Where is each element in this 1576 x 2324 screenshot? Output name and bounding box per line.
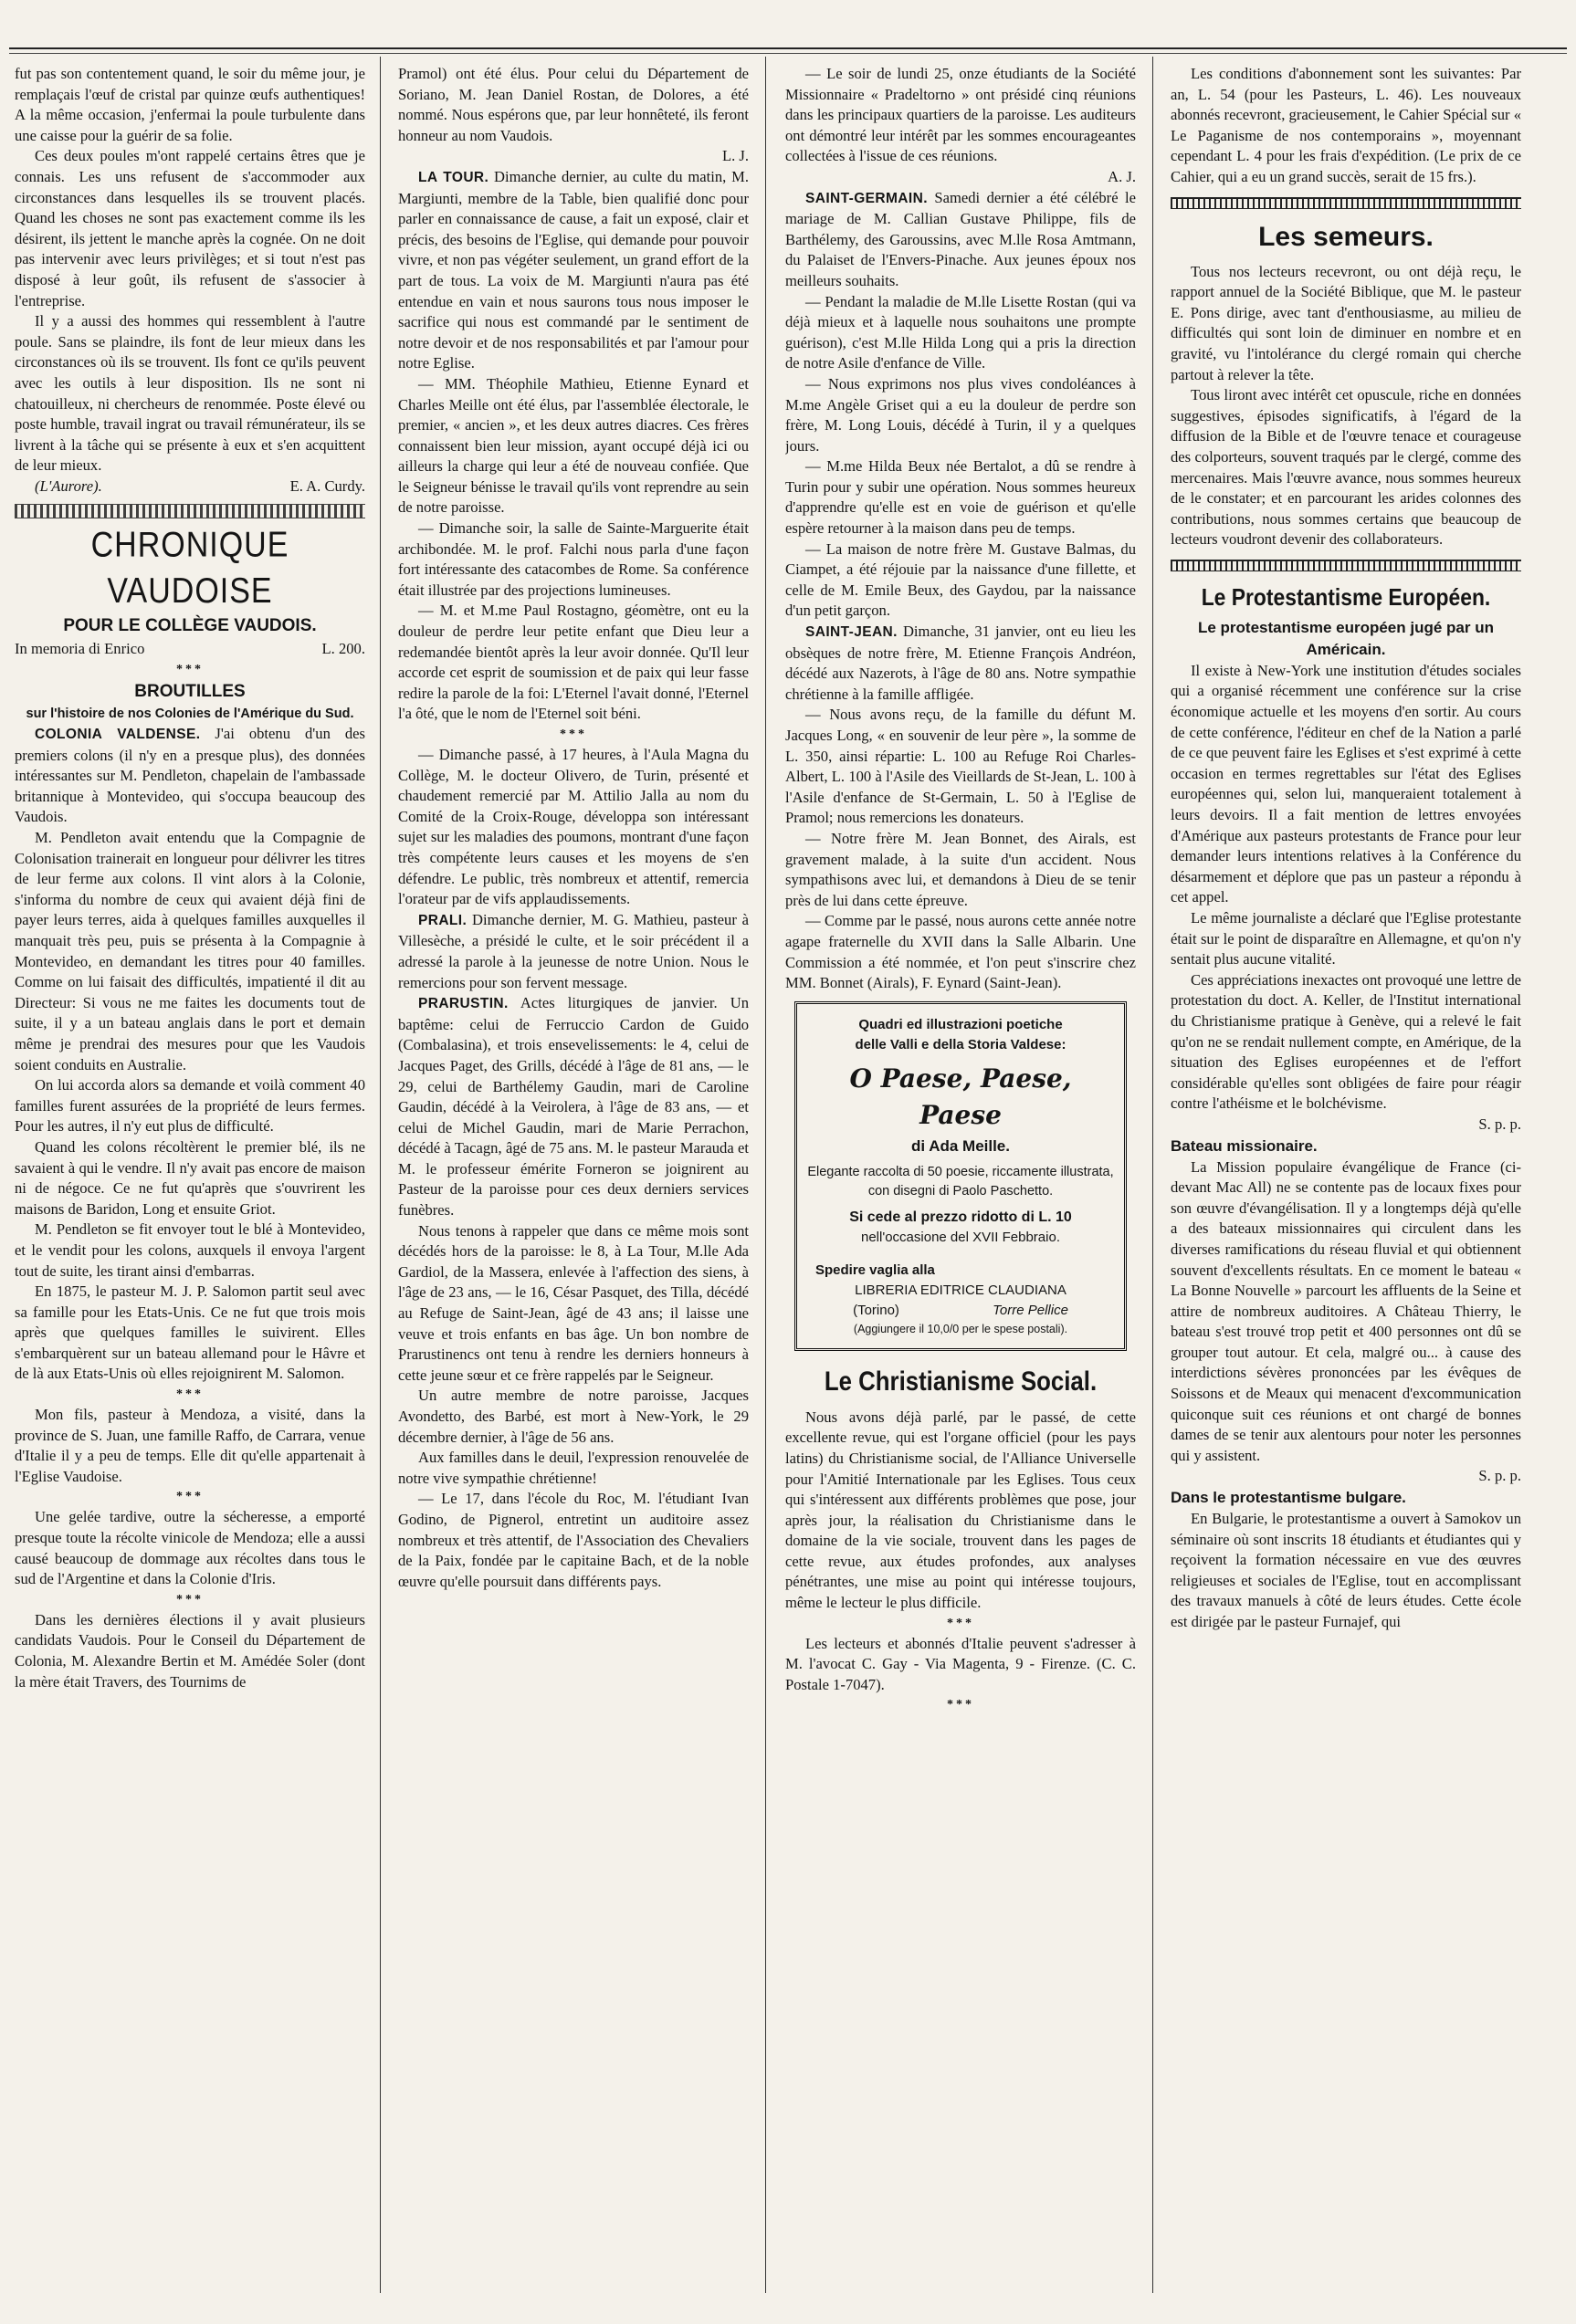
ad-line: Quadri ed illustrazioni poetiche [858,1016,1063,1032]
paragraph: — M.me Hilda Beux née Bertalot, a dû se rendre à Turin pour y subir une opération. Nous sommes heureux d'apprendre qu'elle est en voie de guérison et qu'elle espère retourner à la maison dans peu de temps. [785,457,1136,538]
paragraph-text: Dimanche dernier, M. G. Mathieu, pasteur à Villesèche, a présidé le culte, et le soir précédent il a adressé la parole à la jeunesse de notre Union. Nous le remercions pour son fervent message. [398,910,749,991]
subheading-college: POUR LE COLLÈGE VAUDOIS. [63,616,317,636]
subheading: Le protestantisme européen jugé par un Américain. [1197,618,1494,658]
ad-city: (Torino) [853,1302,899,1318]
paragraph: M. Pendleton avait entendu que la Compagnie de Colonisation trainerait en longueur pour délivrer les titres de leur ferme aux colons. Il vint alors à la Colonie, s'informa du nombre de ceux qui avaient déjà fini de payer leurs terres, aida à quelques familles auxquelles il manquait très peu, puis se présenta à la Compagnie à Montevideo, en demandant les titres pour 40 familles. Comme on lui faisait des difficultés, impatienté il dit au Directeur: Si vous ne me faites les documents tout de suite, il y a un bateau anglais dans le port et demain même je prendrai des mesures pour que les Vaudois soient conduits en Australie. [15,829,365,1073]
paragraph: Pramol) ont été élus. Pour celui du Département de Soriano, M. Jean Daniel Rostan, de Dolores, a été nommé. Nous espérons que, par leur honnêteté, ils feront honneur au nom Vaudois. [398,65,749,144]
paragraph: — Dimanche soir, la salle de Sainte-Marguerite était archibondée. M. le prof. Falchi nous parla d'une façon fort intéressante des catacombes de Rome. Sa conférence était illustrée par des projections lumineuses. [398,519,749,599]
paragraph: — Dimanche passé, à 17 heures, à l'Aula Magna du Collège, M. le docteur Olivero, de Turin, présenté et chaudement remercié par M. Attilio Jalla au nom du Comité de la Croix-Rouge, développa son intéressant sujet sur les maladies des poumons, montrant d'une façon très compétente leurs causes et les moyens de s'en défendre. Le public, très nombreux et attentif, remercia l'orateur par de vifs applaudissements. [398,746,749,908]
paragraph: — Nous avons reçu, de la famille du défunt M. Jacques Long, « en souvenir de leur père », la somme de L. 350, ainsi répartie: L. 100 au Refuge Roi Charles-Albert, L. 100 à l'Asile des Vieillards de St-Jean, L. 100 à l'Asile d'enfance de St-Germain, L. 50 à l'Eglise de Pramol; nous remercions les donateurs. [785,706,1136,827]
paragraph-text: Dimanche dernier, au culte du matin, M. Margiunti, membre de la Table, bien qualifié donc pour parler en connaissance de cause, a fait un exposé, clair et précis, des besoins de l'Eglise, qui demande pour pouvoir vivre, et non pas végéter seulement, un grand effort de la part de tous. La voix de M. Margiunti n'aura pas été entendue en vain et nous saurons tous nous imposer le sacrifice qui nous est commandé par le sentiment de notre devoir et de nos responsabilités et par l'amour pour notre Eglise. [398,167,749,372]
paragraph: Ces appréciations inexactes ont provoqué une lettre de protestation du doct. A. Keller, de l'Institut international du Christianisme pratique à Genève, qui a relevé le fait qu'on ne se rendait nullement compte, en Amérique, de la situation des Eglises européennes et de l'effort considérable qu'elles sont obligées de faire pour réagir contre l'athéisme et le bolchévisme. [1171,970,1521,1113]
place-name: SAINT-GERMAIN. [805,190,928,206]
column-3 [785,64,1136,2291]
paragraph: Quand les colons récoltèrent le premier blé, ils ne savaient à qui le vendre. Il n'y avait pas encore de maison ni de négoce. Ce ne fut qu'après que s'ouvrirent les maisons de Baridon, Long et ensuite Griot. [15,1137,365,1218]
paragraph: — Le soir de lundi 25, onze étudiants de la Société Missionnaire « Pradeltorno » ont présidé cinq réunions dans les principaux quartiers de la paroisse. Les auditeurs ont démontré leur intérêt par les sommes encourageantes collectées à l'issue de ces réunions. [785,65,1136,165]
paragraph: La Mission populaire évangélique de France (ci-devant Mac All) ne se contente pas de locaux fixes pour son œuvre d'évangélisation. Il y a longtemps déjà qu'elle a des bateaux missionnaires qui circulent dans les diverses ramifications du réseau fluvial et qui obtiennent souvent d'excellents résultats. En ce moment le bateau « La Bonne Nouvelle » parcourt les affluents de la Seine et attire de nombreux auditoires. A Château Thierry, le bateau s'est trouvé trop petit et 400 personnes ont dû se grouper tout autour. Et cela, malgré ou... à cause des interdictions sévères prononcées par les évêques de Soissons et de Meaux qui menacent d'excommunication quiconque suit ces réunions et ont chargé de bonnes dames de se tenir aux alentours pour noter les personnes qui y assistent. [1171,1157,1521,1464]
separator-stars: *** [176,1592,204,1607]
column-rule [380,57,381,2293]
ornamental-divider [1171,560,1521,571]
paragraph: Le même journaliste a déclaré que l'Eglise protestante était sur le point de disparaître en Allemagne, et qu'on n'y sentait plus aucune vitalité. [1171,909,1521,968]
separator-stars: *** [947,1616,974,1630]
paragraph: Les conditions d'abonnement sont les suivantes: Par an, L. 54 (pour les Pasteurs, L. 46). Les nouveaux abonnés recevront, gracieusement, le Cahier Spécial sur « Le Paganisme de nos contemporains », moyennant cependant L. 4 pour les frais d'expédition. (Le prix de ce Cahier, qui a eu un grand succès, serait de 15 frs.). [1171,65,1521,185]
source-note: (L'Aurore). [35,476,102,495]
paragraph: Aux familles dans le deuil, l'expression renouvelée de notre vive sympathie chrétienne! [398,1449,749,1487]
section-heading-semeurs: Les semeurs. [1258,221,1434,252]
paragraph: Tous nos lecteurs recevront, ou ont déjà reçu, le rapport annuel de la Société Biblique, que M. le pasteur E. Pons dirige, avec tant d'enthousiasme, au milieu de difficultés qui sont loin de diminuer en nombre et en gravité, vu l'intolérance du clergé romain qui cherche partout à relever la tête. [1171,262,1521,383]
paragraph: Il y a aussi des hommes qui ressemblent à l'autre poule. Sans se plaindre, ils font de leur mieux dans les circonstances où ils se trouvent. Ils font ce qu'ils peuvent avec les outils à leur disposition. Ils ne sont ni chatouilleux, ni chercheurs de renommée. Poste élevé ou poste humble, travail ingrat ou travail rémunérateur, ils se livrent à la tâche qui se présente à eux et s'en acquittent de leur mieux. [15,312,365,475]
paragraph-text: Actes liturgiques de janvier. Un baptême: celui de Ferruccio Cardon de Guido (Combalasina), et trois ensevelissements: le 4, celui de Jacques Paget, des Grills, décédé à l'âge de 81 ans, — le 29, celui de Barthélemy Gaudin, mari de Caroline Gaudin, décédé à la Veirolera, à l'âge de 83 ans, — et celui de Michel Gaudin, mari de Marie Perrachon, décédé à Tacagn, âgé de 75 ans. M. le pasteur Marauda et M. le professeur émérite Forneron se joignirent au Pasteur de la paroisse pour ces deux derniers services funèbres. [398,994,749,1220]
paragraph: fut pas son contentement quand, le soir du même jour, je remplaçais l'œuf de cristal par quinze œufs authentiques! A la même occasion, j'enfermai la poule turbulente dans une caisse pour la guérir de sa folie. [15,65,365,144]
paragraph-text: J'ai obtenu d'un des premiers colons (il n'y en a presque plus), des données intéressantes sur M. Pendleton, chapelain de l'ambassade britannique à Montevideo, qui s'occupa beaucoup des Vaudois. [15,725,365,826]
ornamental-divider [1171,197,1521,209]
subheading-broutilles-sub: sur l'histoire de nos Colonies de l'Amérique du Sud. [26,707,354,722]
paragraph: M. Pendleton se fit envoyer tout le blé à Montevideo, et le vendit pour les colons, auxquels il envoya l'argent tout de suite, les tirant ainsi d'embarras. [15,1220,365,1280]
paragraph: Il existe à New-York une institution d'études sociales qui a organisé récemment une conférence sur la crise économique actuelle et les moyens d'en sortir. Au cours de cette conférence, l'éditeur en chef de la Nation a parlé de ce que peuvent faire les Eglises et s'est exprimé à cette occasion en termes regrettables sur l'état des Eglises européennes qui, selon lui, manqueraient totalement à leurs devoirs. Il a fait mention de lettres envoyées d'Amérique aux pasteurs protestants de France pour leur demander leurs intentions relatives à la Conférence du désarmement et déplore que pas un pasteur a répondu à cet appel. [1171,661,1521,906]
separator-stars: *** [947,1698,974,1712]
place-name: PRARUSTIN. [418,996,509,1012]
subheading: Dans le protestantisme bulgare. [1171,1489,1406,1507]
paragraph: Nous tenons à rappeler que dans ce même mois sont décédés hors de la paroisse: le 8, à La Tour, M.lle Ada Gardiol, de la Massera, enlevée à l'affection des siens, à l'âge de 23 ans, — le 16, César Pasquet, des Tilla, décédé au Refuge de Saint-Jean, âgé de 43 ans; il laisse une veuve et trois enfants en bas âge. Un bon nombre de Prarustinencs ont tenu à rendre les derniers honneurs à cette jeune sœur et ce frère rappelés par le Seigneur. [398,1221,749,1384]
ad-author: Ada Meille. [929,1136,1010,1155]
place-name: PRALI. [418,912,468,928]
column-rule [765,57,766,2293]
donation-label: In memoria di Enrico [15,640,145,658]
paragraph: — Le 17, dans l'école du Roc, M. l'étudiant Ivan Godino, de Pignerol, entretint un auditoire assez nombreux et très attentif, de l'Association des Chevaliers de la Paix, fondée par le capitaine Bach, et de la noble œuvre qu'elle poursuit dans différents pays. [398,1490,749,1590]
ad-send-to: Spedire vaglia alla [815,1261,935,1278]
paragraph: — Nous exprimons nos plus vives condoléances à M.me Angèle Griset qui a eu la douleur de perdre son frère, M. Long Louis, décédé à Turin, il y a quelques jours. [785,374,1136,455]
subheading: Bateau missionaire. [1171,1136,1318,1155]
donation-amount: L. 200. [321,640,365,658]
paragraph: Tous liront avec intérêt cet opuscule, riche en données suggestives, épisodes significatifs, à l'égard de la diffusion de la Bible et de l'œuvre tenace et courageuse des colporteurs, souvent traqués par le clergé, comme des mercenaires. Mais l'œuvre avance, nous sommes heureux de le constater; et en parcourant les arides colonnes des contributions, nous sommes certains que beaucoup de lecteurs voudront devenir des collaborateurs. [1171,386,1521,549]
paragraph: Une gelée tardive, outre la sécheresse, a emporté presque toute la récolte vinicole de Mendoza; elle a aussi causé beaucoup de dommage aux récoltes dans tous le sud de l'Argentine et dans la Colonie d'Iris. [15,1508,365,1588]
paragraph: Un autre membre de notre paroisse, Jacques Avondetto, des Barbé, est mort à New-York, le 29 décembre dernier, à l'âge de 56 ans. [398,1387,749,1446]
paragraph: — Pendant la maladie de M.lle Lisette Rostan (qui va déjà mieux et à laquelle nous souhaitons une prompte guérison), c'est M.lle Hilda Long qui a pris la direction de notre Asile d'enfance de Ville. [785,292,1136,372]
paragraph: — Notre frère M. Jean Bonnet, des Airals, est gravement malade, à la suite d'un accident. Nous sympathisons avec lui, et demandons à Dieu de se tenir près de lui dans cette épreuve. [785,829,1136,909]
paragraph-text: Dimanche, 31 janvier, ont eu lieu les obsèques de notre frère, M. Etienne François Andréon, décédé aux Nazerots, à l'âge de 80 ans. Notre sympathie chrétienne à la famille affligée. [785,623,1136,703]
ad-publisher: LIBRERIA EDITRICE CLAUDIANA [855,1282,1066,1298]
ad-note: (Aggiungere il 10,0/0 per le spese postali). [853,1322,1068,1335]
ad-city-line [806,1301,1115,1321]
paragraph: — La maison de notre frère M. Gustave Balmas, du Ciampet, a été réjouie par la naissance d'une fillette, et celle de M. Emile Beux, des Gaydou, par la naissance d'un petit garçon. [785,539,1136,620]
paragraph: — M. et M.me Paul Rostagno, géomètre, ont eu la douleur de perdre leur petite enfant que Dieu leur a redemandée bientôt après la leur avoir donnée. Qu'Il leur accorde cet esprit de soumission et de paix qui leur fasse redire la parole de la foi: L'Eternel l'avait donné, l'Eternel l'a ôté, que le nom de l'Eternel soit béni. [398,602,749,723]
signature-line [15,476,365,497]
ad-book-title: O Paese, Paese, Paese [849,1063,1072,1130]
place-name: COLONIA VALDENSE. [35,727,201,743]
top-rule [9,47,1567,49]
place-name: SAINT-JEAN. [805,624,898,641]
ad-author-line [806,1136,1115,1157]
book-advertisement [794,1001,1127,1351]
paragraph: On lui accorda alors sa demande et voilà comment 40 familles furent assurées de la propriété de leurs fermes. Pour les autres, il n'y eut plus de difficulté. [15,1076,365,1136]
column-rule [1152,57,1153,2293]
ad-price: Si cede al prezzo ridotto di L. 10 [849,1209,1072,1225]
paragraph: En Bulgarie, le protestantisme a ouvert à Samokov un séminaire où sont inscrits 18 étudiants et étudiantes qui y reçoivent la formation nécessaire en vue des œuvres religieuses et sociales de l'Eglise, tout en accomplissant des travaux manuels à côté de leurs études. Cette école est dirigée par le pasteur Furnajef, qui [1171,1510,1521,1630]
place-name: LA TOUR. [418,169,489,185]
separator-stars: *** [176,1490,204,1504]
separator-stars: *** [560,728,587,741]
paragraph: Les lecteurs et abonnés d'Italie peuvent s'adresser à M. l'avocat C. Gay - Via Magenta, 9 - Firenze. (C. C. Postale 1-7047). [785,1634,1136,1693]
paragraph: — Comme par le passé, nous aurons cette année notre agape fraternelle du XVII dans la Salle Albarin. Une Commission a été nommée, et l'on peut s'inscrire chez MM. Bonnet (Airals), F. Eynard (Saint-Jean). [785,912,1136,992]
paragraph: Nous avons déjà parlé, par le passé, de cette excellente revue, qui est l'organe officiel (pour les pays latins) du Christianisme social, de l'Alliance Universelle pour l'Amitié Internationale par les Eglises. Tous ceux qui s'intéressent aux différents problèmes que pose, jour après jour, la réalisation du Christianisme dans le domaine de la vie sociale, trouvent dans les pages de cette revue, aux études profondes, aux analyses pénétrantes, une mise au point qui intéresse toujours, même le lecteur le plus difficile. [785,1408,1136,1612]
section-heading-protestantisme: Le Protestantisme Européen. [1201,582,1491,611]
ad-occasion: nell'occasione del XVII Febbraio. [861,1229,1060,1245]
paragraph-text: Samedi dernier a été célébré le mariage de M. Callian Gustave Philippe, fils de Barthélemy, des Garoussins, avec M.lle Rosa Amtmann, du Palaiset de l'Envers-Pinache. Aux jeunes époux nos meilleurs souhaits. [785,188,1136,289]
paragraph: Mon fils, pasteur à Mendoza, a visité, dans la province de S. Juan, une famille Raffo, de Carrara, venue d'Italie il y a peu de temps. Elle dit qu'elle appartenait à l'Eglise Vaudoise. [15,1406,365,1485]
paragraph: Dans les dernières élections il y avait plusieurs candidats Vaudois. Pour le Conseil du Département de Colonia, M. Alexandre Bertin et M. Amédée Soler (dont la mère était Travers, des Tournims de [15,1610,365,1691]
paragraph: En 1875, le pasteur M. J. P. Salomon partit seul avec sa famille pour les Etats-Unis. Ce ne fut que trois mois après que quelques familles le suivirent. Elles s'embarquèrent sur un bateau allemand pour le Hâvre et de là aux Etats-Unis où elles rejoignirent M. Salomon. [15,1282,365,1383]
section-heading-christianisme: Le Christianisme Social. [824,1366,1098,1397]
separator-stars: *** [176,1387,204,1402]
author-signature: E. A. Curdy. [289,476,365,495]
top-rule-thin [9,53,1567,54]
ad-description: Elegante raccolta di 50 poesie, riccamente illustrata, con disegni di Paolo Paschetto. [807,1164,1114,1199]
author-signature: S. p. p. [1478,1467,1521,1485]
paragraph: — MM. Théophile Mathieu, Etienne Eynard et Charles Meille ont été élus, par l'assemblée électorale, le premier, « ancien », et les deux autres diacres. Ces frères connaissent bien leur mission, ayant occupé déjà ici ou ailleurs la charge qui leur a été de nouveau confiée. Que le Seigneur bénisse le travail qu'ils vont reprendre au sein de notre paroisse. [398,374,749,517]
author-signature: L. J. [721,147,749,165]
subheading-broutilles: BROUTILLES [134,682,246,702]
column-4 [1171,64,1521,2291]
author-signature: S. p. p. [1478,1115,1521,1133]
ad-line: delle Valli e della Storia Valdese: [855,1036,1066,1052]
column-1 [15,64,365,2291]
ad-town: Torre Pellice [993,1302,1068,1318]
paragraph: Ces deux poules m'ont rappelé certains êtres que je connais. Les uns refusent de s'accommoder aux circonstances dans lesquelles ils se trouvent placés. Quand les choses ne sont pas exactement comme ils les désirent, ils jettent le manche après la cognée. On ne doit pas intervenir avec leurs privilèges; et si tout n'est pas disposé à leur goût, ils refusent de s'associer à l'entreprise. [15,147,365,309]
column-2 [398,64,749,2291]
donation-line [15,639,365,660]
separator-stars: *** [176,663,204,677]
ad-di: di [910,1136,926,1155]
author-signature: A. J. [1108,167,1136,185]
section-heading-chronique: CHRONIQUE VAUDOISE [90,525,289,612]
ornamental-divider [15,504,365,518]
